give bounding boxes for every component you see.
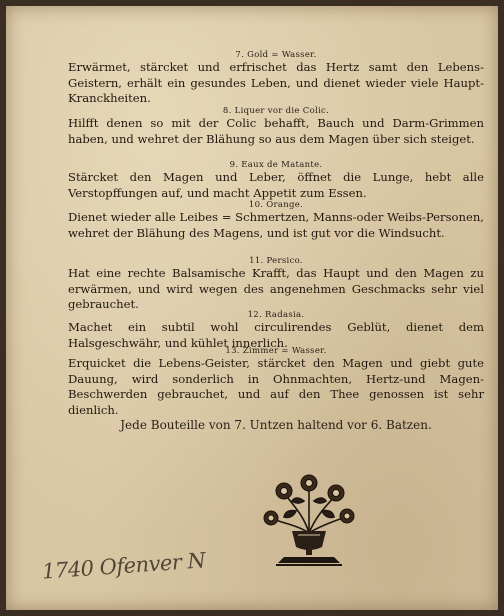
entry-8 [68, 106, 484, 147]
entry-9 [68, 160, 484, 201]
entry-heading: 8. Liquer vor die Colic. [222, 106, 330, 116]
entry-13 [68, 346, 484, 418]
entry-text: Erwärmet, stärcket und erfrischet das Hertz samt den Lebens-Geistern, erhält ein gesundes Leben, und dienet wieder viele Haupt-Kranckheiten. [68, 60, 484, 105]
entry-heading: 7. Gold = Wasser. [235, 50, 317, 60]
price-line: Jede Bouteille von 7. Untzen haltend vor 6. Batzen. [120, 418, 432, 432]
entry-heading: 9. Eaux de Matante. [229, 160, 323, 170]
entry-12 [68, 310, 484, 351]
entry-text: Stärcket den Magen und Leber, öffnet die Lunge, hebt alle Verstopffungen auf, und macht Appetit zum Essen. [68, 170, 484, 200]
entry-heading: 11. Persico. [249, 256, 303, 266]
printed-page [6, 6, 498, 610]
entry-7 [68, 50, 484, 107]
entry-text: Erquicket die Lebens-Geister, stärcket den Magen und giebt gute Dauung, wird sonderlich in Ohnmachten, Hertz-und Magen-Beschwerden gebrauchet, und auf den Thee genossen ist sehr dienlich. [68, 356, 484, 417]
entry-heading: 13. Zimmer = Wasser. [225, 346, 327, 356]
entry-text: Dienet wieder alle Leibes = Schmertzen, Manns-oder Weibs-Personen, wehret der Blähung des Magens, und ist gut vor die Windsucht. [68, 210, 484, 240]
entry-text: Machet ein subtil wohl circulirendes Geblüt, dienet dem Halsgeschwähr, und kühlet innerlich. [68, 320, 484, 350]
flower-pot-woodcut-icon [254, 471, 364, 571]
entry-10 [68, 200, 484, 241]
entry-text: Hat eine rechte Balsamische Krafft, das Haupt und den Magen zu erwärmen, und wird wegen des angenehmen Geschmacks sehr viel gebrauchet. [68, 266, 484, 311]
entry-11 [68, 256, 484, 313]
entry-heading: 10. Orange. [248, 200, 304, 210]
entry-text: Hilfft denen so mit der Colic behafft, Bauch und Darm-Grimmen haben, und wehret der Blähung so aus dem Magen über sich steiget. [68, 116, 484, 146]
handwritten-note: 1740 Ofenver N [41, 548, 207, 584]
entry-heading: 12. Radasia. [247, 310, 305, 320]
